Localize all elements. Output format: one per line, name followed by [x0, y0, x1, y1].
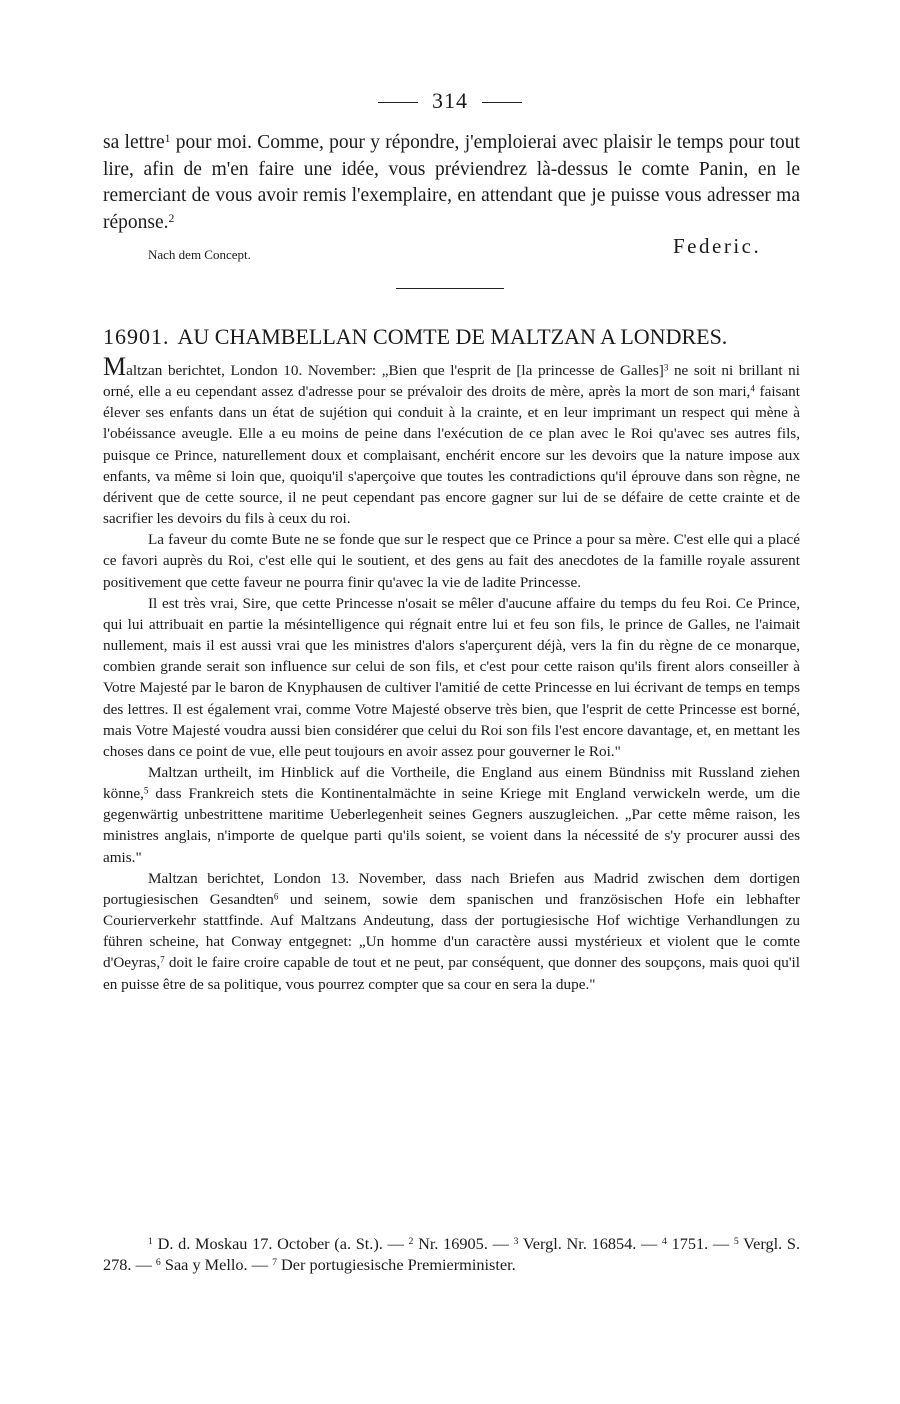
footnote-marker: 5 — [143, 785, 149, 796]
paragraph — [103, 354, 800, 529]
source-note: Nach dem Concept. — [148, 247, 251, 262]
text-run: Maltzan berichtet, London 13. November, dass nach Briefen aus Madrid zwischen dem dortigen portugiesischen Gesandten — [103, 869, 800, 908]
text-run: doit le faire croire capable de tout et ne peut, par conséquent, que donner des soupçons, mais quoi qu'il en puisse être de sa politique, vous pourrez compter que sa cour en sera la dupe." — [103, 954, 800, 993]
section-divider — [396, 288, 504, 289]
continuation-paragraph — [103, 130, 800, 236]
text-run: ne soit ni brillant ni orné, elle a eu cependant assez d'adresse pour se prévaloir des droits de mère, après la mort de son mari, — [103, 362, 800, 401]
drop-cap: M — [103, 352, 127, 381]
footnote-text: Saa y Mello. — — [160, 1255, 273, 1274]
letter-title: AU CHAMBELLAN COMTE DE MALTZAN A LONDRES. — [177, 324, 728, 349]
footnote-number: 6 — [155, 1257, 161, 1269]
footnote-number: 4 — [662, 1236, 667, 1248]
header-dash-left — [378, 102, 418, 103]
footnote-text: 1751. — — [666, 1234, 734, 1253]
footnote-line — [103, 1233, 800, 1275]
header-dash-right — [482, 102, 522, 103]
footnote-number: 2 — [408, 1236, 414, 1248]
footnote-number: 3 — [513, 1236, 519, 1248]
footnotes — [103, 1233, 800, 1275]
page-header — [0, 88, 900, 114]
footnote-marker: 4 — [750, 383, 755, 394]
text-run: sa lettre — [103, 132, 165, 153]
paragraph: La faveur du comte Bute ne se fonde que sur le respect que ce Prince a pour sa mère. C'est elle qui a placé ce favori auprès du Roi, c'est elle qui le soutient, et des gens au fait des anecdotes de la famille royale assurent positivement que cette faveur ne pourra finir qu'avec la vie de ladite Princesse. — [103, 531, 800, 591]
paragraph — [103, 762, 800, 868]
footnote-text: Der portugiesische Premierminister. — [276, 1255, 516, 1274]
paragraph — [103, 868, 800, 995]
letter-number: 16901. — [103, 324, 170, 349]
footnote-marker: 1 — [164, 132, 171, 146]
footnote-marker: 6 — [273, 891, 279, 902]
paragraph: Il est très vrai, Sire, que cette Princesse n'osait se mêler d'aucune affaire du temps du feu Roi. Ce Prince, qui lui attribuait en partie la mésintelligence qui régnait entre lui et feu son fils, le prince de Galles, ne l'aimait nullement, mais il est aussi vrai que les ministres d'alors s'aperçurent déjà, vers la fin du règne de ce monarque, combien grande serait son influence sur celui de son fils, et c'est pour cette raison qu'ils firent alors conseiller à Votre Majesté par le baron de Knyphausen de cultiver l'amitié de cette Princesse en lui écrivant de temps en temps des lettres. Il est également vrai, comme Votre Majesté observe très bien, que l'esprit de cette Princesse est borné, mais Votre Majesté voudra aussi bien considérer que celui du Roi son fils l'est encore davantage, et, en mettant les choses dans ce point de vue, elle peut toujours en avoir assez pour gouverner le Roi." — [103, 594, 800, 760]
letter-heading — [103, 324, 800, 350]
footnote-number: 1 — [148, 1236, 153, 1248]
text-run: pour moi. Comme, pour y répondre, j'emploierai avec plaisir le temps pour tout lire, afin de m'en faire une idée, vous préviendrez là-dessus le comte Panin, en le remerciant de vous avoir remis l'exemplaire, en attendant que je puisse vous adresser ma réponse. — [103, 132, 800, 233]
footnote-marker: 3 — [663, 362, 669, 373]
footnote-number: 7 — [272, 1257, 277, 1269]
footnote-text: Vergl. Nr. 16854. — — [518, 1234, 663, 1253]
text-run: und seinem, sowie dem spanischen und französischen Hofe ein lebhafter Courierverkehr stattfinde. Auf Maltzans Andeutung, dass der portugiesische Hof wichtige Verhandlungen zu führen scheine, hat Conway entgegnet: „Un homme d'un caractère aussi mystérieux et violent que le comte d'Oeyras, — [103, 890, 800, 972]
footnote-number: 5 — [733, 1236, 739, 1248]
footnote-text: D. d. Moskau 17. October (a. St.). — — [152, 1234, 409, 1253]
letter-body — [103, 354, 800, 995]
footnote-marker: 7 — [160, 954, 165, 965]
signature: Federic. — [673, 234, 762, 258]
footnote-text: Nr. 16905. — — [413, 1234, 514, 1253]
text-run: altzan berichtet, London 10. November: „Bien que l'esprit de [la princesse de Galles] — [126, 362, 664, 379]
page-number: 314 — [432, 88, 468, 113]
text-run: faisant élever ses enfants dans un état de sujétion qui conduit à la crainte, et en leur imprimant un respect qui mène à l'obéissance aveugle. Elle a eu moins de peine dans l'exécution de ce plan avec le Roi qu'avec ses autres fils, puisque ce Prince, naturellement doux et complaisant, enchérit encore sur les devoirs que la nature impose aux enfants, va même si loin que, quoiqu'il s'aperçoive que toutes les contradictions qu'il éprouve dans son règne, ne dérivent que de cette source, il ne peut cependant pas encore gagner sur lui de se défaire de cette crainte et de sacrifier les devoirs du fils à ceux du roi. — [103, 383, 800, 528]
footnote-marker: 2 — [168, 211, 175, 225]
text-run: dass Frankreich stets die Kontinentalmächte in seine Kriege mit England verwickeln werde, um die gegenwärtig unbestrittene maritime Ueberlegenheit seines Gegners auszugleichen. „Par cette même raison, les ministres anglais, n'importe de quelque parti qu'ils soient, se voient dans la nécessité de s'y procurer aussi des amis." — [103, 785, 800, 866]
footnote-text: Vergl. S. 278. — — [103, 1234, 801, 1274]
text-run: Maltzan urtheilt, im Hinblick auf die Vortheile, die England aus einem Bündniss mit Russland ziehen könne, — [103, 763, 800, 803]
